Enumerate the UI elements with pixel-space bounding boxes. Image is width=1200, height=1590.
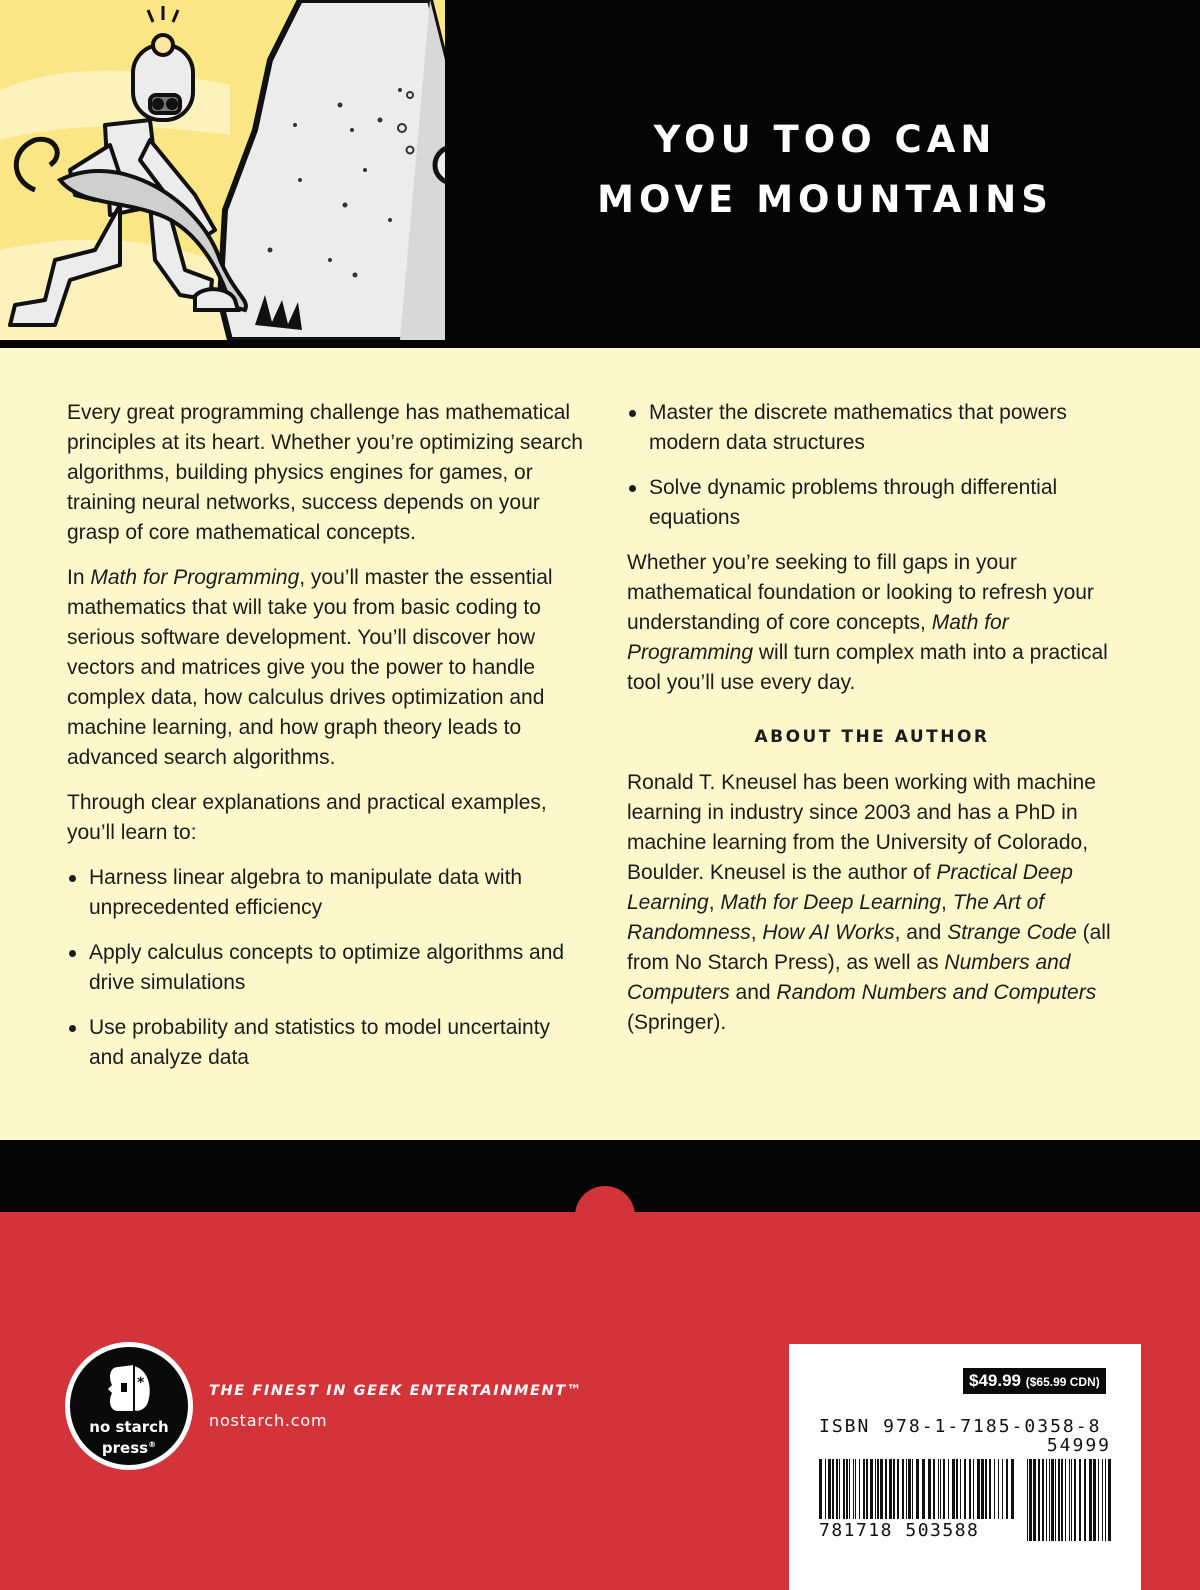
barcode-bar: [889, 1459, 892, 1519]
headline-line-1: YOU TOO CAN: [653, 118, 997, 161]
no-starch-press-logo[interactable]: [65, 1342, 193, 1470]
barcode-bar: [916, 1459, 919, 1519]
book-title: Math for Programming: [90, 566, 300, 589]
barcode-bar: [938, 1459, 939, 1519]
barcode-bar: [1002, 1459, 1003, 1519]
barcode-bar: [964, 1459, 966, 1519]
barcode-bar: [1069, 1459, 1070, 1541]
barcode-bar: [839, 1459, 840, 1519]
barcode-bar: [908, 1459, 911, 1519]
isbn-number: ISBN 978-1-7185-0358-8: [819, 1416, 1102, 1437]
barcode-bar: [859, 1459, 860, 1519]
learn-intro-paragraph: Through clear explanations and practical examples, you’ll learn to:: [67, 791, 547, 844]
barcode-bar: [998, 1459, 999, 1519]
barcode-bar: [849, 1459, 850, 1519]
bullet-item: Master the discrete mathematics that powers modern data structures: [627, 398, 1117, 458]
barcode-bar: [1102, 1459, 1103, 1541]
barcode-bar: [989, 1459, 991, 1519]
barcode-bar: [866, 1459, 868, 1519]
barcode-bar: [1084, 1459, 1086, 1541]
text-run: and: [729, 981, 777, 1004]
barcode-bar: [1071, 1459, 1072, 1541]
barcode-bar: [828, 1459, 831, 1519]
barcode-bar: [1098, 1459, 1099, 1541]
barcode-bar: [977, 1459, 980, 1519]
barcode-bar: [952, 1459, 955, 1519]
barcode-bar: [880, 1459, 883, 1519]
starch-glyph-icon: [104, 1361, 156, 1417]
barcode-bar: [1049, 1459, 1050, 1541]
text-run: ,: [708, 891, 721, 914]
bullet-item: Apply calculus concepts to optimize algorithms and drive simulations: [67, 938, 587, 998]
barcode-bar: [897, 1459, 899, 1519]
barcode-bar: [912, 1459, 913, 1519]
barcode-bar: [985, 1459, 987, 1519]
logo-wordmark: [70, 1419, 188, 1457]
barcode-bar: [877, 1459, 879, 1519]
closing-paragraph: [627, 548, 1117, 698]
website-link[interactable]: nostarch.com: [209, 1411, 328, 1430]
barcode-bar: [819, 1459, 822, 1519]
text-run: Ronald T. Kneusel has been working with machine learning in industry since 2003 and has a PhD in machine learning from the University of Colorado, Boulder. Kneusel is the author of: [627, 771, 1096, 884]
text-run: (all from No Starch Press), as well as: [627, 921, 1111, 974]
barcode-bar: [843, 1459, 845, 1519]
book-title: Math for Programming: [627, 611, 1009, 664]
text-run: ,: [941, 891, 953, 914]
bullet-item: Solve dynamic problems through differential equations: [627, 473, 1117, 533]
barcode-bar: [940, 1459, 941, 1519]
barcode-bar: [1038, 1459, 1040, 1541]
barcode-bar: [1046, 1459, 1047, 1541]
barcode-bar: [1074, 1459, 1076, 1541]
barcode-bar: [1079, 1459, 1081, 1541]
isbn-barcode: [819, 1459, 1017, 1519]
barcode-bar: [981, 1459, 984, 1519]
text-run: In: [67, 566, 91, 589]
price-addon-barcode: [1027, 1459, 1115, 1541]
barcode-bar: [825, 1459, 826, 1519]
barcode-bar: [1006, 1459, 1008, 1519]
barcode-bar: [960, 1459, 961, 1519]
book-title: Math for Deep Learning: [720, 891, 942, 914]
barcode-bar: [956, 1459, 958, 1519]
barcode-bar: [1108, 1459, 1111, 1541]
barcode-bar: [1011, 1459, 1014, 1519]
headline: [560, 110, 1090, 230]
price-label: [963, 1368, 1106, 1394]
text-run: , and: [894, 921, 948, 944]
barcode-bar: [832, 1459, 834, 1519]
intro-paragraph: Every great programming challenge has mathematical principles at its heart. Whether you’re optimizing search algorithms, building physics engines for games, or training neural networks, success depends on your grasp of core mathematical concepts.: [67, 401, 583, 544]
barcode-bar: [1051, 1459, 1054, 1541]
barcode-bar: [853, 1459, 854, 1519]
barcode-bar: [973, 1459, 974, 1519]
barcode-bar: [1027, 1459, 1028, 1541]
barcode-bar: [855, 1459, 856, 1519]
headline-line-2: MOVE MOUNTAINS: [597, 178, 1053, 221]
barcode-bar: [863, 1459, 865, 1519]
author-bio: [627, 768, 1117, 1038]
barcode-bar: [836, 1459, 838, 1519]
barcode-bar: [933, 1459, 935, 1519]
book-title: How AI Works: [762, 921, 895, 944]
tagline: THE FINEST IN GEEK ENTERTAINMENT™: [209, 1383, 583, 1399]
barcode-bar: [1089, 1459, 1092, 1541]
barcode-bar: [928, 1459, 931, 1519]
barcode-bar: [893, 1459, 895, 1519]
barcode-bar: [1105, 1459, 1106, 1541]
barcode-bar: [1029, 1459, 1032, 1541]
price-cdn: ($65.99 CDN): [1025, 1375, 1100, 1389]
barcode-bar: [1065, 1459, 1066, 1541]
barcode-bar: [922, 1459, 925, 1519]
robot-pushing-boulder-illustration: [0, 0, 445, 340]
barcode-bar: [906, 1459, 907, 1519]
barcode-bar: [846, 1459, 848, 1519]
book-title: Practical Deep Learning: [627, 861, 1073, 914]
logo-line-2: [70, 1436, 188, 1457]
barcode-bar: [1058, 1459, 1060, 1541]
barcode-box: [789, 1344, 1141, 1590]
barcode-bar: [1093, 1459, 1096, 1541]
barcode-bar: [943, 1459, 945, 1519]
text-run: ,: [750, 921, 763, 944]
registered-mark: ®: [148, 1440, 157, 1449]
text-run: (Springer).: [627, 1011, 727, 1034]
barcode-bar: [1055, 1459, 1056, 1541]
barcode-number: 781718 503588: [819, 1520, 980, 1541]
book-summary-paragraph: [67, 563, 587, 773]
barcode-bar: [885, 1459, 887, 1519]
book-title: Strange Code: [947, 921, 1077, 944]
about-the-author-heading: ABOUT THE AUTHOR: [754, 727, 990, 747]
logo-line-1: no starch: [89, 1418, 169, 1436]
barcode-bar: [875, 1459, 876, 1519]
barcode-bar: [1033, 1459, 1036, 1541]
barcode-bar: [969, 1459, 971, 1519]
barcode-bar: [1042, 1459, 1044, 1541]
bullet-item: Harness linear algebra to manipulate data with unprecedented efficiency: [67, 863, 587, 923]
price-code: 54999: [1046, 1435, 1111, 1456]
barcode-bar: [948, 1459, 949, 1519]
text-run: Whether you’re seeking to fill gaps in your mathematical foundation or looking to refresh your understanding of core concepts,: [627, 551, 1094, 634]
bullet-item: Use probability and statistics to model uncertainty and analyze data: [67, 1013, 587, 1073]
barcode-bar: [994, 1459, 995, 1519]
text-run: will turn complex math into a practical tool you’ll use every day.: [627, 641, 1108, 694]
book-title: Numbers and Computers: [627, 951, 1071, 1004]
red-notch: [575, 1186, 635, 1246]
book-title: Random Numbers and Computers: [776, 981, 1097, 1004]
barcode-bar: [902, 1459, 904, 1519]
barcode-bar: [1061, 1459, 1063, 1541]
top-band: [0, 0, 1200, 348]
learning-bullets: [67, 863, 587, 1073]
barcode-bar: [870, 1459, 873, 1519]
logo-press-word: press: [101, 1439, 149, 1457]
left-column: [67, 398, 587, 1088]
right-column: [627, 398, 1117, 1053]
book-title: The Art of Randomness: [627, 891, 1045, 944]
price-usd: $49.99: [969, 1371, 1021, 1390]
svg-text:*: *: [137, 1375, 145, 1391]
learning-bullets-continued: [627, 398, 1117, 533]
text-run: , you’ll master the essential mathematics that will take you from basic coding to serious software development. You’ll discover how vectors and matrices give you the power to handle complex data, how calculus drives optimization and machine learning, and how graph theory leads to advanced search algorithms.: [67, 566, 553, 769]
